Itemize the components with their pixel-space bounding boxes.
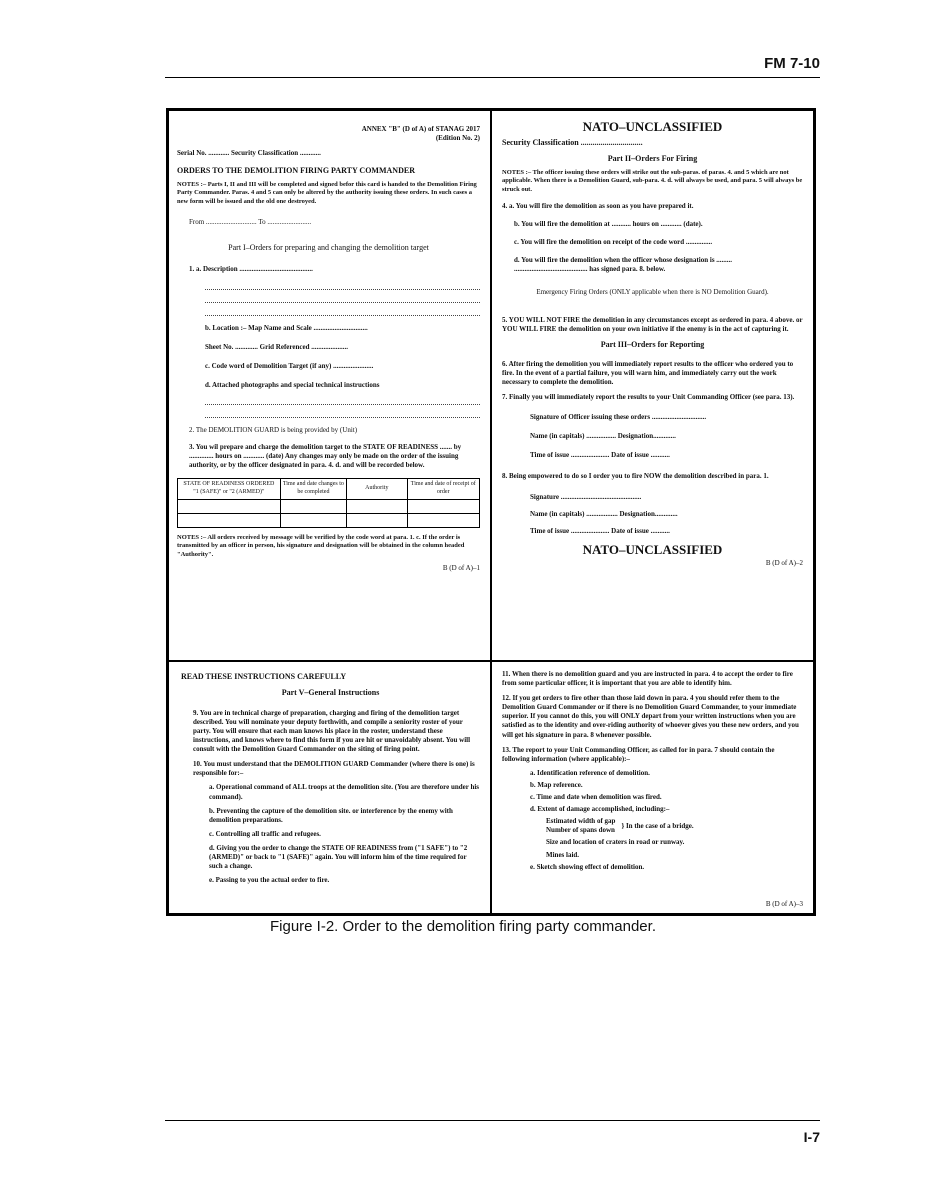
instructions-line bbox=[205, 408, 480, 418]
form-notes: NOTES :– Parts I, II and III will be completed and signed befor this card is handed to the Demolition Firing Party Commander. Paras. 4 and 5 can only be altered by the authority issuing these orders. In such cases a new form will be issued and the old one destroyed. bbox=[177, 180, 477, 205]
table-row bbox=[178, 513, 480, 527]
part-five-panel bbox=[169, 662, 492, 913]
item-1c: c. Code word of Demolition Target (if any) ....................... bbox=[205, 361, 374, 370]
classification-top: NATO–UNCLASSIFIED bbox=[582, 119, 723, 134]
item-10e: e. Passing to you the actual order to fire. bbox=[209, 876, 330, 885]
item-4c: c. You will fire the demolition on receipt of the code word ............... bbox=[514, 238, 713, 247]
item-12: 12. If you get orders to fire other than those laid down in para. 4 you should refer them to the Demolition Guard Commander or if there is no Demolition Guard Commander, to your immediate superior. If you cannot do this, you will ONLY depart from your written instructions when you are satisfied as to the identity and over-riding authority of whoever gives you these new orders, and you will get his signature in para. 8 whenever possible. bbox=[502, 694, 799, 739]
part-one-heading: Part I–Orders for preparing and changing the demolition target bbox=[228, 243, 429, 253]
name-designation-2: Name (in capitals) .................. Designation............. bbox=[530, 509, 678, 518]
page-footer bbox=[165, 1120, 820, 1149]
item-8: 8. Being empowered to do so I order you to fire NOW the demolition described in para. 1. bbox=[502, 471, 769, 480]
instructions-continued-panel bbox=[492, 662, 813, 913]
item-5: 5. YOU WILL NOT FIRE the demolition in any circumstances except as ordered in para. 4 above. or YOU WILL FIRE the demolition on your own initiative if the enemy is in the act of capturing it. bbox=[502, 315, 803, 333]
edition: (Edition No. 2) bbox=[435, 134, 480, 143]
item-7: 7. Finally you will immediately report the results to your Unit Commanding Officer (see para. 13). bbox=[502, 393, 795, 402]
item-2: 2. The DEMOLITION GUARD is being provided by (Unit) bbox=[189, 425, 358, 434]
item-10a: a. Operational command of ALL troops at the demolition site. (You are therefore under his command). bbox=[209, 783, 480, 801]
table-header-state: STATE OF READINESS ORDERED "1 (SAFE)" or "2 (ARMED)" bbox=[178, 479, 281, 500]
item-4b: b. You will fire the demolition at ........... hours on ............ (date). bbox=[514, 220, 703, 229]
item-3: 3. You wil prepare and charge the demolition target to the STATE OF READINESS ....... by .............. hours on ............ (date) Any changes may only be made on the order of the issuing authority, or by the officer designated in para. 4. d. and will be recorded below. bbox=[189, 443, 462, 470]
instructions-line bbox=[205, 395, 480, 405]
item-13c: c. Time and date when demolition was fired. bbox=[530, 793, 662, 802]
item-4d: d. You will fire the demolition when the officer whose designation is ......... .......................................... has signed para. 8. below. bbox=[514, 256, 733, 274]
table-notes: NOTES :– All orders received by message will be verified by the code word at para. 1. c. If the order is transmitted by an officer in person, his signature and designation will be obtained in the column headed "Authority". bbox=[177, 533, 465, 558]
item-13: 13. The report to your Unit Commanding Officer, as called for in para. 7 should contain the following information (where applicable):– bbox=[502, 745, 775, 763]
item-9: 9. You are in technical charge of preparation, charging and firing of the demolition target described. You will nominate your deputy forthwith, and compile a seniority roster of your party. You will ensure that each man knows his place in the roster, understand these instructions, and knows where to find this form if you are hit or unavoidably absent. You will consult with the Demolition Guard Commander on the siting of firing point. bbox=[193, 708, 471, 754]
part-one-panel bbox=[169, 111, 492, 662]
demolition-order-form bbox=[166, 108, 816, 916]
item-13a: a. Identification reference of demolition. bbox=[530, 768, 650, 777]
time-date-2: Time of issue ...................... Date of issue ........... bbox=[530, 527, 670, 536]
signature-officer: Signature of Officer issuing these orders ............................... bbox=[530, 412, 707, 421]
item-1b: b. Location :– Map Name and Scale ............................... bbox=[205, 323, 368, 332]
part-two-panel bbox=[492, 111, 813, 662]
classification-bottom: NATO–UNCLASSIFIED bbox=[582, 542, 723, 558]
item-10b: b. Preventing the capture of the demolition site. or interference by the enemy with demolition preparations. bbox=[209, 806, 453, 824]
annex-title: ANNEX "B" (D of A) of STANAG 2017 bbox=[361, 125, 480, 133]
item-10c: c. Controlling all traffic and refugees. bbox=[209, 829, 321, 838]
gap-width: Estimated width of gap bbox=[546, 817, 616, 826]
table-row bbox=[178, 499, 480, 513]
item-4a: 4. a. You will fire the demolition as soon as you have prepared it. bbox=[502, 201, 694, 210]
item-6: 6. After firing the demolition you will immediately report results to the officer who ordered you to fire. In the event of a partial failure, you will warn him, and immediately carry out the work necessary to complete the demolition. bbox=[502, 360, 794, 387]
part-two-heading: Part II–Orders For Firing bbox=[607, 154, 698, 164]
page-ref-1: B (D of A)–1 bbox=[442, 564, 480, 573]
table-header-row bbox=[178, 479, 480, 500]
read-instructions: READ THESE INSTRUCTIONS CAREFULLY bbox=[181, 672, 347, 681]
serial-line: Serial No. ............ Security Classification ............ bbox=[177, 149, 321, 158]
table-header-authority: Authority bbox=[347, 479, 407, 500]
craters-line: Size and location of craters in road or runway. bbox=[546, 838, 685, 847]
field-manual-code: FM 7-10 bbox=[764, 55, 820, 72]
security-line: Security Classification ............................... bbox=[502, 137, 643, 147]
page-number: I-7 bbox=[803, 1129, 820, 1145]
item-1d: d. Attached photographs and special technical instructions bbox=[205, 380, 380, 389]
time-date-1: Time of issue ...................... Date of issue ........... bbox=[530, 450, 670, 459]
item-11: 11. When there is no demolition guard and you are instructed in para. 4 to accept the order to fire from some particular officer, it is important that you are able to identify him. bbox=[502, 670, 793, 688]
spans-down: Number of spans down bbox=[546, 826, 615, 835]
item-1a: 1. a. Description .......................................... bbox=[189, 265, 313, 274]
description-line bbox=[205, 280, 480, 290]
figure-caption: Figure I-2. Order to the demolition firing party commander. bbox=[269, 918, 656, 935]
part-two-notes: NOTES :– The officer issuing these orders will strike out the sub-paras. of paras. 4. and 5 which are not applicable. When there is a Demolition Guard, sub-para. 4. d. will always be used, and para. 5 will always be struck out. bbox=[502, 168, 803, 193]
page-ref-3: B (D of A)–3 bbox=[765, 899, 803, 908]
item-13b: b. Map reference. bbox=[530, 780, 583, 789]
item-13d: d. Extent of damage accomplished, including:– bbox=[530, 805, 670, 814]
table-header-receipt: Time and date of receipt of order bbox=[407, 479, 480, 500]
page-ref-2: B (D of A)–2 bbox=[765, 559, 803, 568]
item-10d: d. Giving you the order to change the STATE OF READINESS from ("1 SAFE") to "2 (ARMED)" or back to "1 (SAFE)" again. You will inform him of the time required for such a change. bbox=[209, 843, 468, 871]
item-13e: e. Sketch showing effect of demolition. bbox=[530, 862, 645, 871]
form-title: ORDERS TO THE DEMOLITION FIRING PARTY COMMANDER bbox=[177, 166, 415, 176]
page-header bbox=[165, 53, 820, 78]
mines-line: Mines laid. bbox=[546, 850, 580, 859]
name-designation-1: Name (in capitals) ................. Designation............. bbox=[530, 431, 676, 440]
item-10: 10. You must understand that the DEMOLITION GUARD Commander (where there is one) is responsible for:– bbox=[193, 760, 475, 778]
bridge-note: } In the case of a bridge. bbox=[621, 821, 694, 830]
from-to-line: From ............................. To ......................... bbox=[189, 217, 312, 226]
part-three-heading: Part III–Orders for Reporting bbox=[600, 339, 705, 349]
signature-2: Signature .............................................. bbox=[530, 492, 642, 501]
readiness-table bbox=[177, 478, 480, 528]
description-line bbox=[205, 306, 480, 316]
description-line bbox=[205, 293, 480, 303]
table-header-time: Time and date changes to be completed bbox=[280, 479, 346, 500]
emergency-orders: Emergency Firing Orders (ONLY applicable when there is NO Demolition Guard). bbox=[536, 288, 769, 297]
bridge-group bbox=[546, 817, 803, 835]
sheet-line: Sheet No. ............. Grid Referenced ..................... bbox=[205, 342, 348, 351]
part-five-heading: Part V–General Instructions bbox=[281, 688, 380, 698]
